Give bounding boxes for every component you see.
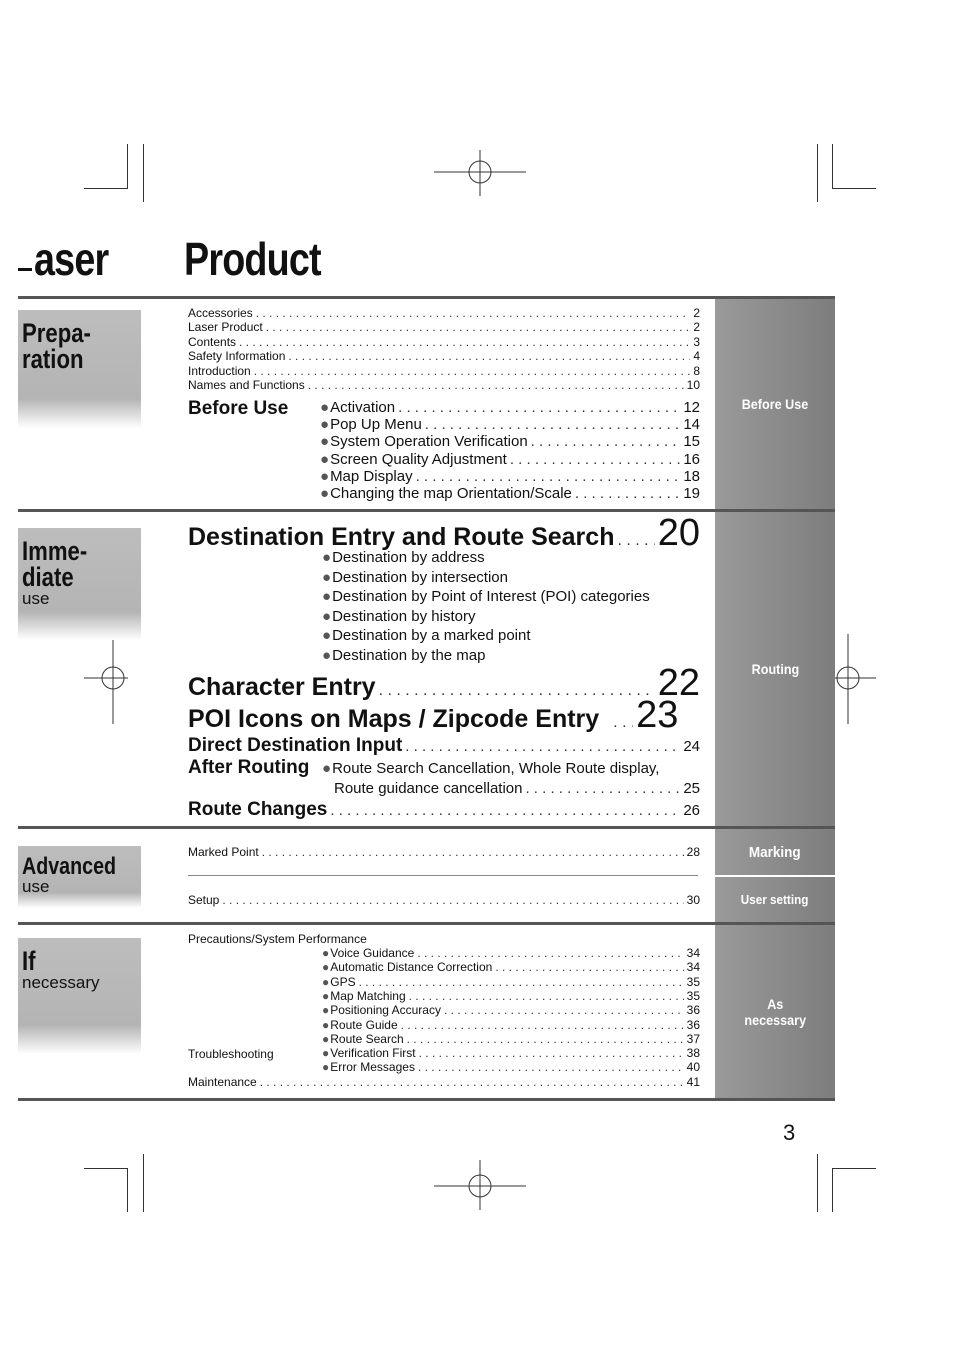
toc-page: 15 — [683, 433, 700, 451]
section-rule — [18, 922, 835, 925]
toc-page: 10 — [686, 378, 700, 392]
toc-page: 40 — [686, 1060, 700, 1075]
tab-preparation — [18, 310, 141, 428]
toc-page: 36 — [686, 1017, 700, 1032]
bullet-icon: ● — [320, 467, 330, 485]
toc-label: ●Automatic Distance Correction — [322, 960, 493, 975]
header-dash — [18, 268, 32, 271]
toc-entry-after-routing[interactable] — [334, 780, 700, 797]
toc-page: 38 — [686, 1046, 700, 1060]
toc-label: Route Changes — [188, 799, 328, 820]
toc-page: 23 — [636, 698, 679, 734]
tab-title: Imme- diate — [22, 536, 88, 592]
toc-label: Introduction — [188, 363, 251, 378]
sub-divider — [188, 875, 698, 876]
toc-label: ●System Operation Verification — [320, 433, 528, 451]
toc-entry[interactable] — [322, 1003, 700, 1017]
toc-label: Laser Product — [188, 320, 263, 335]
toc-label: ●Verification First — [322, 1046, 416, 1060]
bullet-icon: ● — [322, 988, 330, 1003]
toc-entry[interactable] — [322, 1060, 700, 1074]
toc-entry[interactable] — [322, 960, 700, 974]
toc-entry[interactable] — [322, 975, 700, 989]
toc-entry[interactable] — [322, 627, 702, 644]
bullet-icon: ● — [322, 1046, 330, 1060]
registration-mark-right — [830, 634, 876, 724]
toc-entry[interactable] — [320, 399, 700, 416]
toc-label: ●Positioning Accuracy — [322, 1003, 441, 1018]
toc-label: ●Map Matching — [322, 988, 406, 1003]
sidebar-marking[interactable]: Marking — [715, 829, 835, 875]
before-use-title: Before Use — [188, 398, 289, 419]
toc-label: Accessories — [188, 306, 253, 320]
toc-entry[interactable] — [320, 433, 700, 450]
toc-label: ●Activation — [320, 399, 396, 416]
sidebar-as-necessary[interactable]: As necessary — [715, 925, 835, 1098]
toc-page: 25 — [683, 780, 700, 797]
toc-entry-destination[interactable] — [188, 516, 700, 552]
toc-page: 24 — [683, 738, 700, 755]
toc-page: 8 — [693, 363, 700, 378]
toc-page: 35 — [686, 988, 700, 1003]
toc-page: 19 — [683, 485, 700, 502]
toc-page: 34 — [686, 960, 700, 975]
toc-entry-route-changes[interactable] — [188, 799, 700, 821]
tab-subtitle: use — [22, 877, 50, 896]
toc-page: 28 — [686, 845, 700, 859]
toc-entry[interactable] — [322, 1032, 700, 1046]
toc-entry-marked-point[interactable] — [188, 845, 700, 859]
toc-entry[interactable] — [320, 468, 700, 485]
after-routing-title: After Routing — [188, 757, 310, 778]
bullet-icon: ● — [320, 485, 330, 502]
toc-entry[interactable] — [322, 1018, 700, 1032]
toc-page: 14 — [683, 416, 700, 434]
registration-mark-left — [84, 634, 128, 724]
toc-label: ●Destination by Point of Interest (POI) categories — [322, 588, 650, 606]
toc-entry[interactable] — [322, 946, 700, 960]
bullet-icon: ● — [322, 1060, 330, 1075]
precautions-heading[interactable]: Precautions/System Performance — [188, 932, 367, 946]
page-number: 3 — [783, 1120, 796, 1145]
tab-subtitle: use — [22, 589, 50, 608]
toc-page: 20 — [657, 516, 700, 552]
header-product: Product — [184, 233, 321, 285]
toc-label: ●Route Guide — [322, 1017, 398, 1032]
section-rule — [18, 509, 835, 512]
toc-label: ●Destination by history — [322, 607, 476, 625]
bullet-icon: ● — [320, 416, 330, 434]
bullet-icon: ● — [322, 960, 330, 975]
toc-page: 35 — [686, 974, 700, 989]
header-left: aser — [34, 233, 109, 285]
toc-page: 34 — [686, 946, 700, 960]
toc-label: Character Entry — [188, 673, 376, 701]
tab-advanced-use — [18, 846, 141, 908]
bullet-icon: ● — [322, 1003, 330, 1018]
toc-label: ●Error Messages — [322, 1060, 415, 1075]
toc-entry[interactable] — [188, 349, 700, 363]
toc-label: ●Destination by address — [322, 549, 485, 566]
tab-immediate-use — [18, 528, 141, 640]
sidebar-routing[interactable]: Routing — [715, 512, 835, 826]
toc-label: ●Changing the map Orientation/Scale — [320, 485, 572, 502]
toc-entry[interactable] — [322, 1046, 700, 1060]
tab-title: If — [22, 946, 36, 976]
toc-page: 3 — [693, 334, 700, 349]
toc-page: 41 — [686, 1075, 700, 1089]
toc-entry-character[interactable] — [188, 666, 700, 702]
toc-label: Maintenance — [188, 1075, 257, 1089]
toc-label: ●Map Display — [320, 467, 413, 485]
bullet-icon: ● — [322, 568, 332, 586]
bullet-icon: ● — [320, 433, 330, 451]
toc-entry[interactable] — [188, 364, 700, 378]
toc-page: 12 — [683, 399, 700, 416]
bullet-icon: ● — [322, 647, 332, 664]
toc-label: ●Destination by intersection — [322, 568, 508, 586]
bullet-icon: ● — [322, 607, 332, 625]
toc-entry[interactable] — [322, 608, 702, 625]
toc-label: Safety Information — [188, 349, 286, 364]
toc-page: 36 — [686, 1003, 700, 1018]
toc-page: 2 — [693, 320, 700, 335]
toc-label: ●Destination by the map — [322, 647, 486, 664]
toc-entry[interactable] — [320, 451, 700, 468]
toc-entry[interactable] — [320, 416, 700, 433]
sidebar-user-setting[interactable]: User setting — [715, 877, 835, 922]
toc-entry[interactable] — [322, 989, 700, 1003]
tab-if-necessary — [18, 938, 141, 1054]
section-rule — [18, 1098, 835, 1101]
bullet-icon: ● — [322, 1031, 330, 1046]
after-routing-line1[interactable]: ●Route Search Cancellation, Whole Route display, — [322, 760, 660, 777]
toc-page: 18 — [683, 467, 700, 485]
toc-page: 22 — [657, 666, 700, 702]
toc-entry-setup[interactable] — [188, 893, 700, 907]
toc-page: 4 — [693, 349, 700, 364]
toc-page: 37 — [686, 1031, 700, 1046]
section-rule — [18, 296, 835, 299]
toc-label: ●Pop Up Menu — [320, 416, 422, 434]
toc-page: 16 — [683, 450, 700, 468]
toc-label: Direct Destination Input — [188, 735, 403, 756]
toc-entry-maintenance[interactable] — [188, 1075, 700, 1089]
bullet-icon: ● — [322, 588, 332, 606]
toc-label: ●Route Search — [322, 1031, 404, 1046]
sidebar-before-use[interactable]: Before Use — [715, 299, 835, 509]
toc-label: ●Voice Guidance — [322, 946, 415, 960]
toc-label: ●Destination by a marked point — [322, 627, 531, 645]
toc-label: Setup — [188, 893, 220, 907]
toc-entry[interactable] — [322, 569, 702, 586]
registration-mark-bottom — [434, 1160, 526, 1210]
toc-entry-direct[interactable] — [188, 735, 700, 757]
bullet-icon: ● — [322, 627, 332, 645]
toc-entry[interactable] — [188, 306, 700, 320]
bullet-icon: ● — [322, 1017, 330, 1032]
bullet-icon: ● — [322, 549, 332, 566]
bullet-icon: ● — [322, 946, 330, 960]
toc-entry-poi[interactable] — [188, 698, 700, 734]
section-rule — [18, 826, 835, 829]
toc-label: Names and Functions — [188, 378, 305, 392]
toc-entry[interactable] — [320, 485, 700, 502]
bullet-icon: ● — [320, 399, 330, 416]
tab-title: Prepa- ration — [22, 318, 91, 374]
toc-page: 30 — [686, 893, 700, 907]
toc-entry[interactable] — [188, 378, 700, 392]
toc-page: 26 — [683, 802, 700, 819]
toc-label: Destination Entry and Route Search — [188, 523, 615, 551]
toc-entry[interactable] — [322, 647, 702, 664]
registration-mark-top — [434, 150, 526, 196]
toc-label: POI Icons on Maps / Zipcode Entry — [188, 705, 600, 733]
toc-label: Route guidance cancellation — [334, 780, 523, 797]
tab-subtitle: necessary — [22, 973, 100, 992]
bullet-icon: ● — [322, 974, 330, 989]
toc-label: ●Screen Quality Adjustment — [320, 450, 507, 468]
toc-page: 2 — [693, 306, 700, 320]
toc-label: Contents — [188, 334, 237, 349]
tab-title: Advanced — [22, 853, 117, 880]
troubleshooting-heading[interactable]: Troubleshooting — [188, 1047, 274, 1061]
toc-label: ●GPS — [322, 974, 356, 989]
toc-entry[interactable] — [322, 549, 702, 566]
toc-label: Marked Point — [188, 845, 259, 859]
bullet-icon: ● — [320, 450, 330, 468]
toc-entry[interactable] — [188, 335, 700, 349]
toc-entry[interactable] — [322, 588, 702, 605]
toc-entry[interactable] — [188, 320, 700, 334]
